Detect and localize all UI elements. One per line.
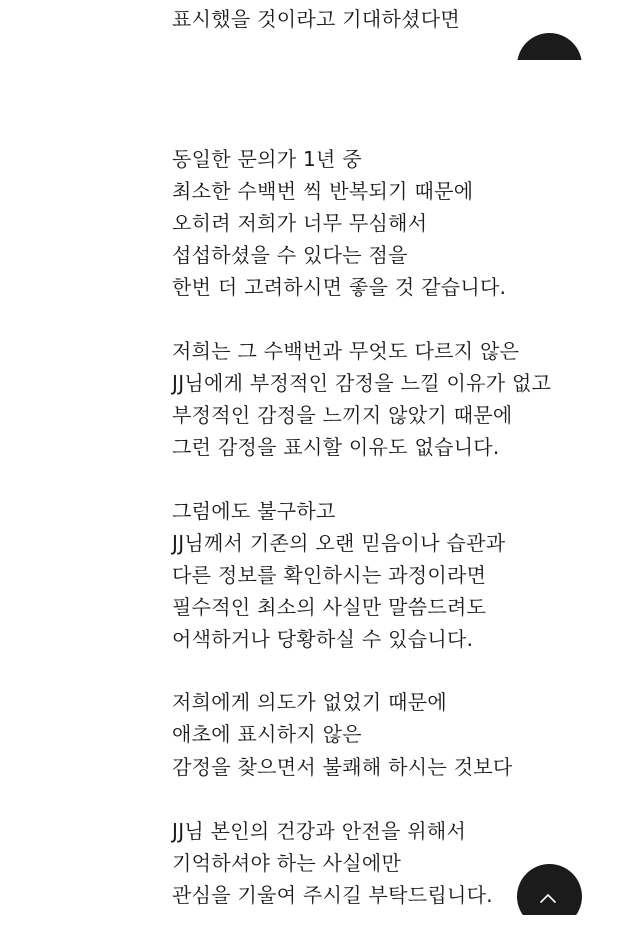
text-line: 애초에 표시하지 않은 — [172, 722, 362, 746]
text-line: 동일한 문의가 1년 중 — [172, 147, 362, 171]
text-line: 다른 정보를 확인하시는 과정이라면 — [172, 563, 487, 587]
bottom-edge — [0, 915, 640, 949]
text-line: 오히려 저희가 너무 무심해서 — [172, 211, 428, 235]
chevron-up-icon — [539, 890, 557, 908]
text-line: 어색하거나 당황하실 수 있습니다. — [172, 627, 474, 651]
text-line: 그런 감정을 표시할 이유도 없습니다. — [172, 435, 500, 459]
text-line: 감정을 찾으면서 불쾌해 하시는 것보다 — [172, 755, 513, 779]
text-line: 섭섭하셨을 수 있다는 점을 — [172, 243, 408, 267]
text-line: 최소한 수백번 씩 반복되기 때문에 — [172, 179, 474, 203]
floating-button-partial[interactable] — [517, 33, 582, 98]
text-line: 관심을 기울여 주시길 부탁드립니다. — [172, 883, 493, 907]
text-line: JJ님 본인의 건강과 안전을 위해서 — [172, 819, 467, 843]
text-line: 표시했을 것이라고 기대하셨다면 — [172, 7, 460, 31]
text-line: 저희는 그 수백번과 무엇도 다르지 않은 — [172, 339, 520, 363]
text-line: JJ님에게 부정적인 감정을 느낄 이유가 없고 — [172, 371, 552, 395]
text-line: 기억하셔야 하는 사실에만 — [172, 851, 402, 875]
text-line: 필수적인 최소의 사실만 말씀드려도 — [172, 595, 487, 619]
text-line: 저희에게 의도가 없었기 때문에 — [172, 690, 448, 714]
text-line: JJ님께서 기존의 오랜 믿음이나 습관과 — [172, 531, 506, 555]
text-line: 그럼에도 불구하고 — [172, 499, 336, 523]
text-line: 한번 더 고려하시면 좋을 것 같습니다. — [172, 275, 507, 299]
text-line: 부정적인 감정을 느끼지 않았기 때문에 — [172, 403, 513, 427]
